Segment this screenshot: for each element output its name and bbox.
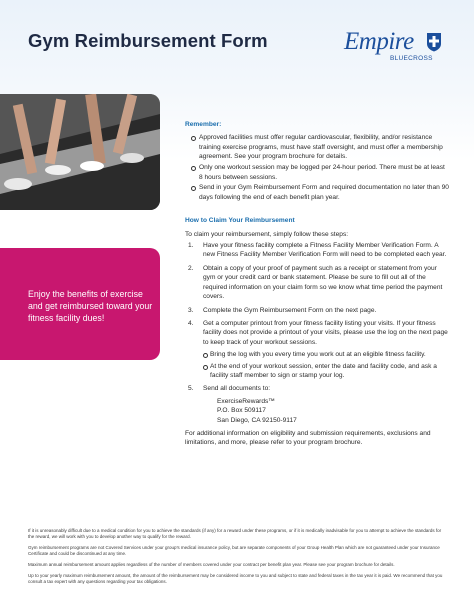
remember-item: Only one workout session may be logged per 24-hour period. There must be at least 8 hours between sessions. xyxy=(185,163,449,182)
footer-paragraph: Gym reimbursement programs are not Covered Services under your group's medical insurance policy, but are separate components of your Group Health Plan which are not guaranteed under your Insurance Certificate and could be discontinued at any time. xyxy=(28,545,440,556)
step-text: Complete the Gym Reimbursement Form on the next page. xyxy=(203,306,377,314)
footer-paragraph: If it is unreasonably difficult due to a medical condition for you to achieve the standards (if any) for a reward under these programs, or if it is medically inadvisable for you to attempt to achieve the standards for the reward, we will work with you to develop another way to qualify for the reward. xyxy=(28,528,442,539)
step-text: Obtain a copy of your proof of payment such as a receipt or statement from your gym or your credit card or bank statement. Please be sure to fill out all of the required information on your claim form so we know what time period the payment covers. xyxy=(203,264,443,301)
step-sub-item: Bring the log with you every time you work out at an eligible fitness facility. xyxy=(203,350,449,359)
step-number: 1. xyxy=(188,242,194,250)
step-number: 4. xyxy=(188,319,194,327)
step-text: Send all documents to: xyxy=(203,385,271,393)
claim-steps xyxy=(185,241,449,425)
footer-disclaimer xyxy=(28,528,448,590)
claim-step xyxy=(185,384,449,425)
step-text: Have your fitness facility complete a Fitness Facility Member Verification Form. A new Fitness Facility Member Verification Form will need to be completed each year. xyxy=(203,242,447,259)
main-content xyxy=(185,120,449,454)
claim-step xyxy=(185,319,449,380)
step-number: 2. xyxy=(188,264,194,272)
address-line: P.O. Box 509117 xyxy=(217,407,266,415)
step-text: Get a computer printout from your fitness facility listing your visits. If your fitness facility does not provide a printout of your visits, please use the log on the next page to keep track of your workout sessions. xyxy=(203,319,448,346)
blue-cross-shield-icon xyxy=(425,32,443,52)
remember-item: Approved facilities must offer regular cardiovascular, flexibility, and/or resistance training exercise programs, must have staff oversight, and must offer a membership agreement. See your program brochure for details. xyxy=(185,133,449,161)
remember-item: Send in your Gym Reimbursement Form and required documentation no later than 90 days following the end of each benefit plan year. xyxy=(185,183,449,202)
company-logo xyxy=(344,28,444,68)
claim-step xyxy=(185,241,449,260)
photo-illustration xyxy=(0,94,160,210)
closing-text: For additional information on eligibility and submission requirements, exclusions and limitations, and more, please refer to your program brochure. xyxy=(185,429,431,447)
remember-list xyxy=(185,133,449,202)
logo-subtitle: BLUECROSS xyxy=(390,55,433,62)
page-title: Gym Reimbursement Form xyxy=(28,30,268,51)
promo-callout-text: Enjoy the benefits of exercise and get reimbursed toward your fitness facility dues! xyxy=(28,289,153,323)
step-number: 5. xyxy=(188,385,194,393)
claim-heading: How to Claim Your Reimbursement xyxy=(185,217,295,225)
footer-paragraph: Up to your yearly maximum reimbursement amount, the amount of the reimbursement may be considered income to you and subject to state and federal taxes in the tax year it is paid. We recommend that you consult a tax expert with any questions regarding your tax obligations. xyxy=(28,573,443,584)
treadmill-runners-photo xyxy=(0,94,160,210)
claim-intro: To claim your reimbursement, simply follow these steps: xyxy=(185,230,349,238)
step-number: 3. xyxy=(188,306,194,314)
footer-paragraph: Maximum annual reimbursement amount applies regardless of the number of members covered under your contract per benefit plan year. Please see your program brochure for details. xyxy=(28,562,395,567)
address-line: San Diego, CA 92150-9117 xyxy=(217,416,297,424)
claim-step xyxy=(185,264,449,302)
step-sub-list xyxy=(203,350,449,380)
mailing-address xyxy=(203,397,449,425)
claim-step xyxy=(185,306,449,315)
remember-heading: Remember: xyxy=(185,121,222,128)
promo-callout xyxy=(0,248,160,360)
address-line: ExerciseRewards™ xyxy=(217,397,275,405)
step-sub-item: At the end of your workout session, enter the date and facility code, and ask a facility staff member to sign or stamp your log. xyxy=(203,362,449,381)
logo-wordmark: Empire xyxy=(344,28,414,55)
